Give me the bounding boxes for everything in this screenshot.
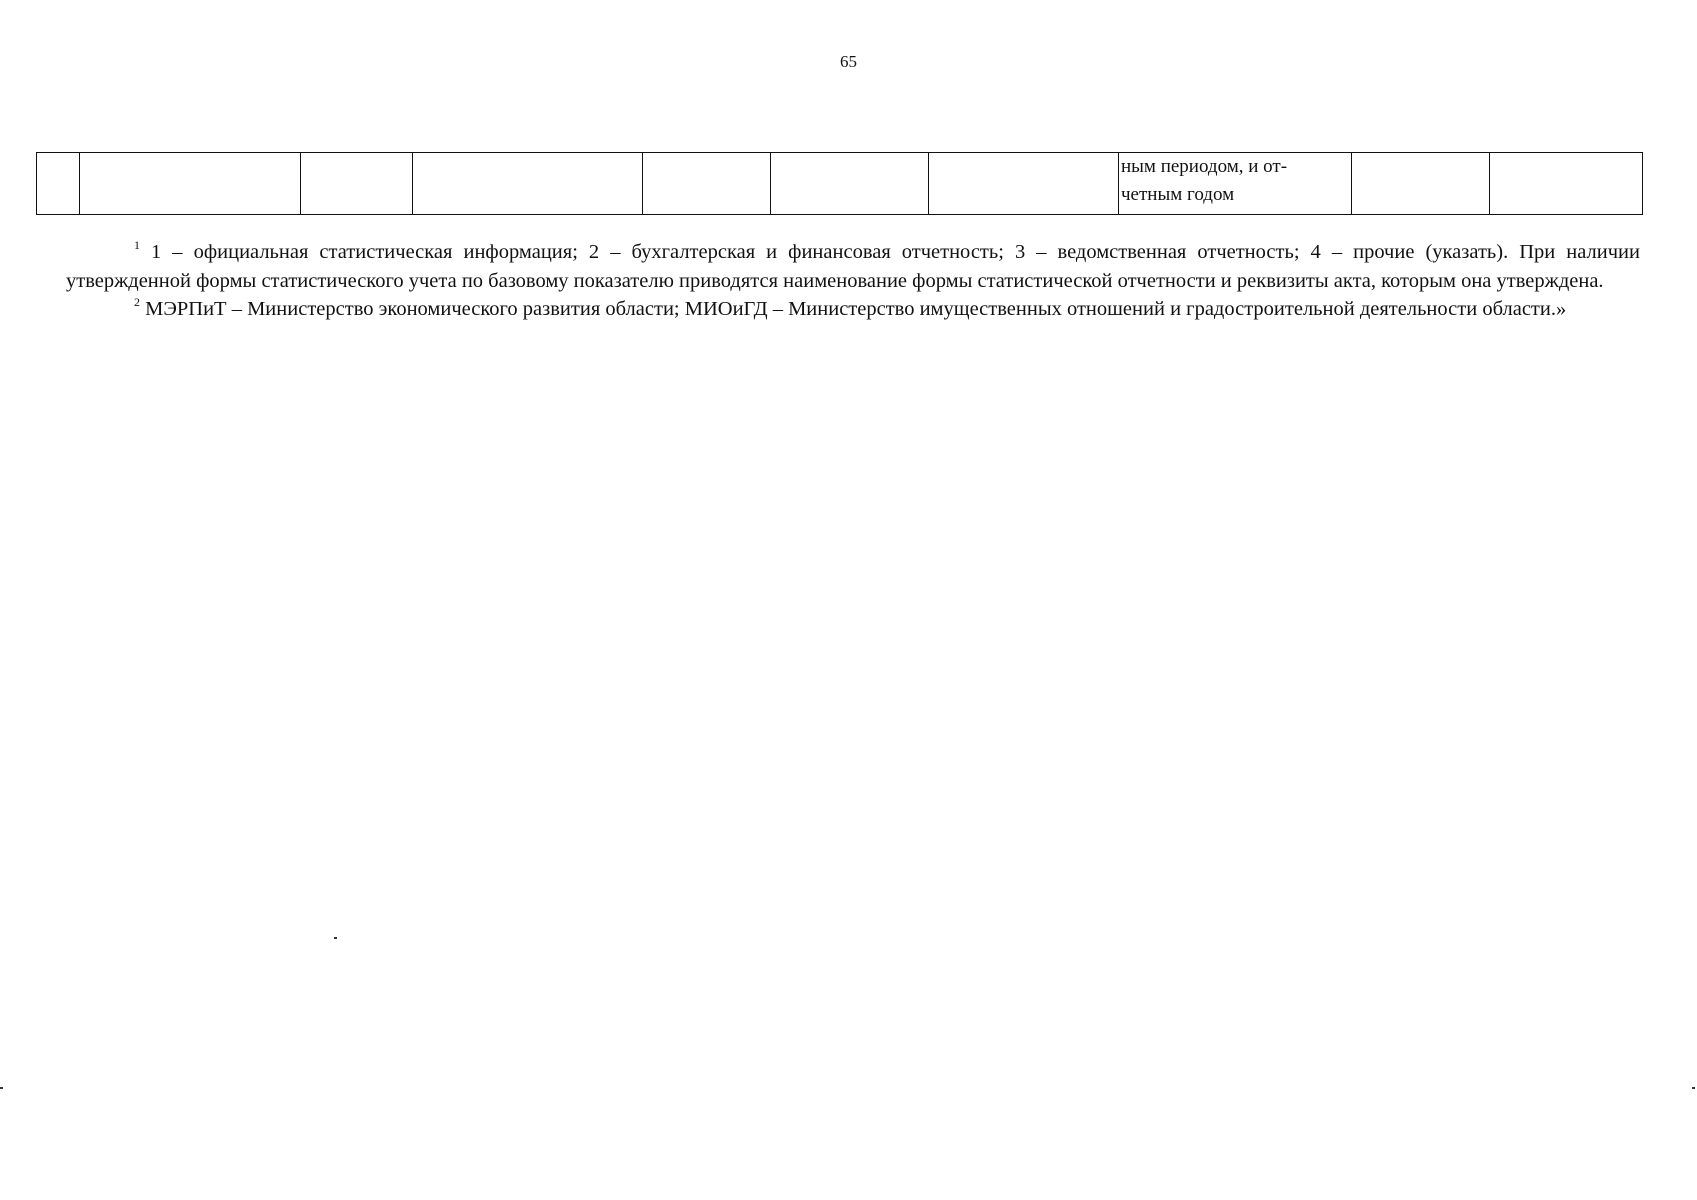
page-number: 65 [840, 52, 857, 71]
footnote-1 [66, 238, 1640, 295]
footnotes [66, 238, 1640, 324]
footnote-text: 1 – официальная статистическая информация; 2 – бухгалтерская и финансовая отчетность; 3 – ведомственная отчетность; 4 – прочие (указать). При наличии утвержденной формы статистического учета по базовому показателю приводятся наименование формы статистической отчетности и реквизиты акта, которым она утверждена. [66, 241, 1640, 292]
table-cell [80, 153, 301, 215]
table-cell [1490, 153, 1643, 215]
table-cell-text: ным периодом, и от- четным годом [1119, 153, 1352, 215]
footnote-marker: 2 [134, 295, 140, 309]
table-cell [771, 153, 929, 215]
table-cell [1352, 153, 1490, 215]
table-cell [643, 153, 771, 215]
scan-speck [1692, 1087, 1695, 1089]
table-fragment [36, 152, 1643, 215]
table-cell [413, 153, 643, 215]
table-row [37, 153, 1643, 215]
footnote-marker: 1 [134, 238, 140, 252]
table-cell [37, 153, 80, 215]
footnote-text: МЭРПиТ – Министерство экономического развития области; МИОиГД – Министерство имущественных отношений и градостроительной деятельности области.» [145, 298, 1567, 320]
scan-speck [334, 937, 337, 939]
scan-speck [0, 1087, 3, 1089]
footnote-2 [66, 295, 1640, 324]
table-cell [929, 153, 1119, 215]
table-cell [301, 153, 413, 215]
